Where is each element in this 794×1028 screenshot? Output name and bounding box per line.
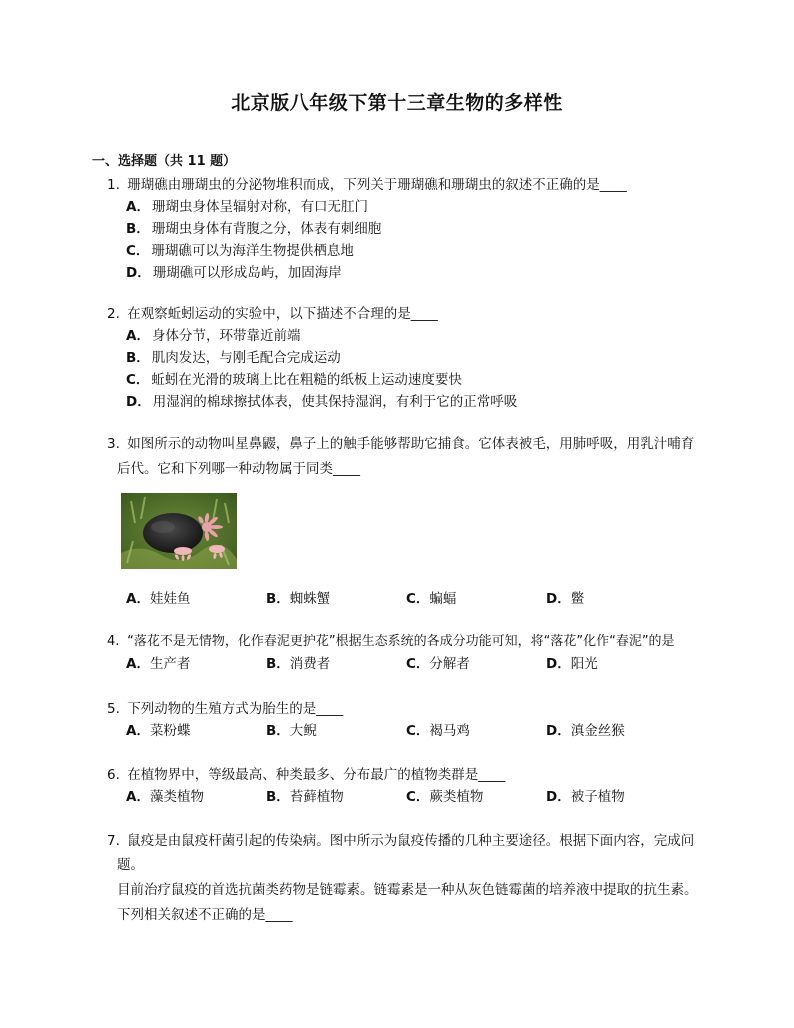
question-2: [107, 303, 438, 325]
option-letter: A．: [126, 199, 150, 215]
question-7-text-line-2: 题。: [117, 857, 144, 873]
option-letter: A．: [126, 723, 150, 739]
question-1-option-d[interactable]: [126, 262, 342, 284]
question-text: “落花不是无情物，化作春泥更护花”根据生态系统的各成分功能可知，将“落花”化作“春泥”的是: [127, 634, 675, 649]
option-text: 被子植物: [570, 789, 625, 805]
question-3-option-b[interactable]: [266, 588, 330, 610]
option-letter: C．: [406, 789, 430, 805]
option-text: 分解者: [429, 656, 470, 672]
section-heading: 一、选择题（共 11 题）: [92, 154, 237, 169]
option-letter: D．: [546, 723, 571, 739]
question-6-option-b[interactable]: [266, 786, 344, 808]
question-2-option-a[interactable]: [126, 325, 300, 347]
option-letter: C．: [406, 723, 430, 739]
question-3: [107, 433, 694, 455]
option-text: 用湿润的棉球擦拭体表，使其保持湿润，有利于它的正常呼吸: [152, 394, 518, 410]
question-3-text-line-2: 后代。它和下列哪一种动物属于同类____: [117, 461, 360, 477]
question-5: [107, 698, 343, 720]
option-text: 蚯蚓在光滑的玻璃上比在粗糙的纸板上运动速度要快: [151, 372, 462, 388]
question-6-option-d[interactable]: [546, 786, 625, 808]
option-text: 褐马鸡: [429, 723, 470, 739]
question-6-option-a[interactable]: [126, 786, 204, 808]
question-4: [107, 631, 675, 653]
question-number: 5.: [107, 701, 120, 717]
question-text-line-1: 如图所示的动物叫星鼻鼹，鼻子上的触手能够帮助它捕食。它体表被毛，用肺呼吸，用乳汁哺育: [127, 436, 695, 452]
option-text: 珊瑚礁可以为海洋生物提供栖息地: [151, 243, 354, 259]
option-letter: B．: [126, 221, 150, 237]
question-5-option-c[interactable]: [406, 720, 470, 742]
option-letter: B．: [126, 350, 150, 366]
question-text: 珊瑚礁由珊瑚虫的分泌物堆积而成，下列关于珊瑚礁和珊瑚虫的叙述不正确的是____: [127, 177, 627, 193]
question-5-option-a[interactable]: [126, 720, 190, 742]
question-4-option-b[interactable]: [266, 653, 330, 675]
question-7-text-line-3: 目前治疗鼠疫的首选抗菌类药物是链霉素。链霉素是一种从灰色链霉菌的培养液中提取的抗生素。: [117, 882, 698, 898]
option-text: 珊瑚礁可以形成岛屿，加固海岸: [152, 265, 342, 281]
option-text: 肌肉发达，与刚毛配合完成运动: [151, 350, 341, 366]
option-letter: A．: [126, 656, 150, 672]
question-number: 6.: [107, 767, 120, 783]
question-2-option-b[interactable]: [126, 347, 341, 369]
option-letter: C．: [406, 656, 430, 672]
option-text: 珊瑚虫身体呈辐射对称，有口无肛门: [151, 199, 368, 215]
option-text: 蜘蛛蟹: [289, 591, 331, 607]
question-1-option-b[interactable]: [126, 218, 381, 240]
option-letter: D．: [126, 394, 151, 410]
question-7-text-line-4: 下列相关叙述不正确的是____: [117, 907, 293, 923]
question-3-option-c[interactable]: [406, 588, 456, 610]
question-2-option-d[interactable]: [126, 391, 517, 413]
question-text: 在植物界中，等级最高、种类最多、分布最广的植物类群是____: [127, 767, 506, 783]
option-text: 蝙蝠: [429, 591, 457, 607]
option-text: 身体分节，环带靠近前端: [151, 328, 301, 344]
question-3-option-a[interactable]: [126, 588, 190, 610]
option-letter: A．: [126, 789, 150, 805]
question-1: [107, 174, 627, 196]
question-2-option-c[interactable]: [126, 369, 462, 391]
question-number: 2.: [107, 306, 120, 322]
option-text: 阳光: [570, 656, 598, 672]
document-title: 北京版八年级下第十三章生物的多样性: [231, 92, 563, 114]
question-4-option-a[interactable]: [126, 653, 190, 675]
option-text: 苔藓植物: [289, 789, 344, 805]
question-text: 在观察蚯蚓运动的实验中，以下描述不合理的是____: [127, 306, 438, 322]
question-number: 4.: [107, 634, 120, 649]
option-letter: B．: [266, 591, 290, 607]
option-text: 娃娃鱼: [149, 591, 191, 607]
star-nosed-mole-photo: [121, 493, 237, 569]
option-text: 鳖: [570, 591, 585, 607]
option-text: 藻类植物: [149, 789, 204, 805]
question-1-option-c[interactable]: [126, 240, 354, 262]
option-letter: B．: [266, 789, 290, 805]
option-text: 消费者: [289, 656, 331, 672]
option-text: 蕨类植物: [429, 789, 484, 805]
option-letter: D．: [546, 656, 571, 672]
option-text: 大鲵: [289, 723, 317, 739]
option-letter: C．: [126, 243, 150, 259]
option-letter: B．: [266, 656, 290, 672]
option-letter: C．: [406, 591, 430, 607]
option-letter: B．: [266, 723, 290, 739]
option-text: 滇金丝猴: [570, 723, 625, 739]
question-1-option-a[interactable]: [126, 196, 368, 218]
question-number: 7.: [107, 833, 120, 849]
option-text: 菜粉蝶: [149, 723, 191, 739]
question-text: 下列动物的生殖方式为胎生的是____: [127, 701, 344, 717]
option-text: 生产者: [149, 656, 191, 672]
question-number: 1.: [107, 177, 120, 193]
option-letter: D．: [546, 789, 571, 805]
question-6-option-c[interactable]: [406, 786, 483, 808]
option-letter: D．: [126, 265, 151, 281]
question-5-option-d[interactable]: [546, 720, 625, 742]
star-nosed-mole-image: [121, 493, 237, 569]
question-3-option-d[interactable]: [546, 588, 584, 610]
question-number: 3.: [107, 436, 120, 452]
question-4-option-c[interactable]: [406, 653, 470, 675]
option-text: 珊瑚虫身体有背腹之分，体表有刺细胞: [151, 221, 382, 237]
question-text-line-1: 鼠疫是由鼠疫杆菌引起的传染病。图中所示为鼠疫传播的几种主要途径。根据下面内容，完成问: [127, 833, 695, 849]
option-letter: D．: [546, 591, 571, 607]
option-letter: A．: [126, 591, 150, 607]
question-5-option-b[interactable]: [266, 720, 317, 742]
question-4-option-d[interactable]: [546, 653, 598, 675]
option-letter: C．: [126, 372, 150, 388]
question-7: [107, 830, 694, 852]
question-6: [107, 764, 505, 786]
option-letter: A．: [126, 328, 150, 344]
